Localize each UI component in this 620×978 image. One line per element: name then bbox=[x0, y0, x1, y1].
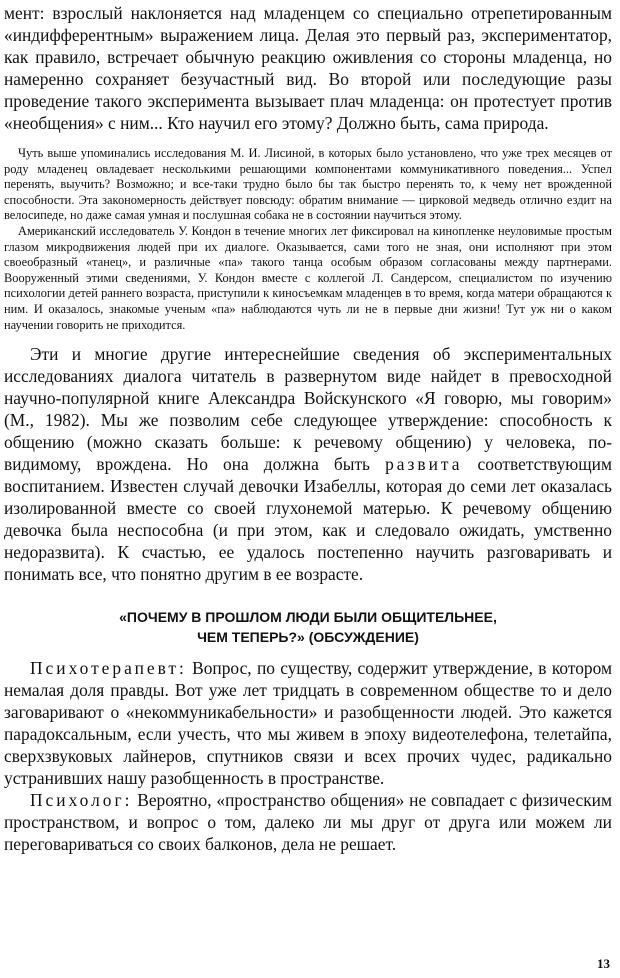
body-paragraph-top: мент: взрослый наклоняется над младенцем со специально отрепетированным «индифферентным» выражением лица. Делая это первый раз, экспериментатор, как правило, встречает обычную реакцию оживления со стороны младенца, но намеренно сохраняет безучастный вид. Во второй или последующие разы проведение такого эксперимента вызывает плач младенца: он протестует против «необщения» с ним... Кто научил его этому? Должно быть, сама природа. bbox=[4, 3, 612, 133]
small-print-paragraph-lisina: Чуть выше упоминались исследования М. И. Лисиной, в которых было установлено, что уже трех месяцев от роду младенец овладевает несколькими решающими компонентами коммуникативного поведения... Успел перенять, выучить? Возможно; и все-таки трудно было бы так быстро перенять то, к чему нет врожденной способности. Эта закономерность действует повсюду: обратим внимание — цирковой медведь отлично ездит на велосипеде, но даже самая умная и послушная собака не в состоянии научиться этому. bbox=[4, 146, 612, 223]
dialogue-text: Вероятно, «пространство общения» не совпадает с физическим пространством, и вопрос о том, далеко ли мы друг от друга или можем ли переговариваться со своих балконов, дела не решает. bbox=[4, 790, 612, 855]
speaker-label: Психотерапевт: bbox=[30, 658, 187, 679]
page-content bbox=[4, 2, 612, 855]
dialogue-paragraph-psychologist bbox=[4, 789, 612, 855]
body-paragraph-main bbox=[4, 343, 612, 585]
main-paragraph-part2: соответствующим воспитанием. Известен случай девочки Изабеллы, которая до семи лет оказалась изолированной вместе со своей глухонемой матерью. К речевому общению девочка была неспособна (и при этом, как и следовало ожидать, умственно недоразвита). К счастью, ее удалось постепенно научить разговаривать и понимать все, что понятно другим в ее возрасте. bbox=[4, 454, 612, 585]
spaced-emphasis-word: развита bbox=[385, 454, 463, 475]
page-number: 13 bbox=[597, 956, 610, 971]
small-print-paragraph-condon: Американский исследователь У. Кондон в течение многих лет фиксировал на кинопленке неуловимые простым глазом микродвижения людей при их диалоге. Оказывается, сами того не зная, они исполняют при этом своеобразный «танец», и различные «па» такого танца особым образом согласованы между партнерами. Вооруженный этими сведениями, У. Кондон вместе с коллегой Л. Сандерсом, специалистом по изучению психологии детей раннего возраста, приступили к киносъемкам младенцев в то время, когда матери обращаются к ним. И оказалось, знакомые ученым «па» наблюдаются чуть ли не в первые дни жизни! Тут уж ни о каком научении говорить не приходится. bbox=[4, 223, 612, 332]
section-heading-line1: «ПОЧЕМУ В ПРОШЛОМ ЛЮДИ БЫЛИ ОБЩИТЕЛЬНЕЕ, bbox=[119, 609, 497, 626]
section-heading bbox=[4, 607, 612, 647]
dialogue-paragraph-psychotherapist bbox=[4, 657, 612, 789]
main-paragraph-part1: Эти и многие другие интереснейшие сведения об экспериментальных исследованиях диалога читатель в развернутом виде найдет в превосходной научно-популярной книге Александра Войскунского «Я говорю, мы говорим» (М., 1982). Мы же позволим себе следующее утверждение: способность к общению (можно сказать больше: к речевому общению) у человека, по-видимому, врождена. Но она должна быть bbox=[4, 344, 612, 475]
section-heading-line2: ЧЕМ ТЕПЕРЬ?» (ОБСУЖДЕНИЕ) bbox=[197, 629, 419, 646]
speaker-label: Психолог: bbox=[30, 790, 133, 811]
dialogue-text: Вопрос, по существу, содержит утверждение, в котором немалая доля правды. Вот уже лет тридцать в современном обществе то и дело заговаривают о «некоммуникабельности» и разобщенности людей. Это кажется парадоксальным, если учесть, что мы живем в эпоху видеотелефона, телетайпа, сверхзвуковых лайнеров, спутников связи и всех прочих чудес, радикально устранивших нашу разобщенность в пространстве. bbox=[4, 658, 612, 789]
